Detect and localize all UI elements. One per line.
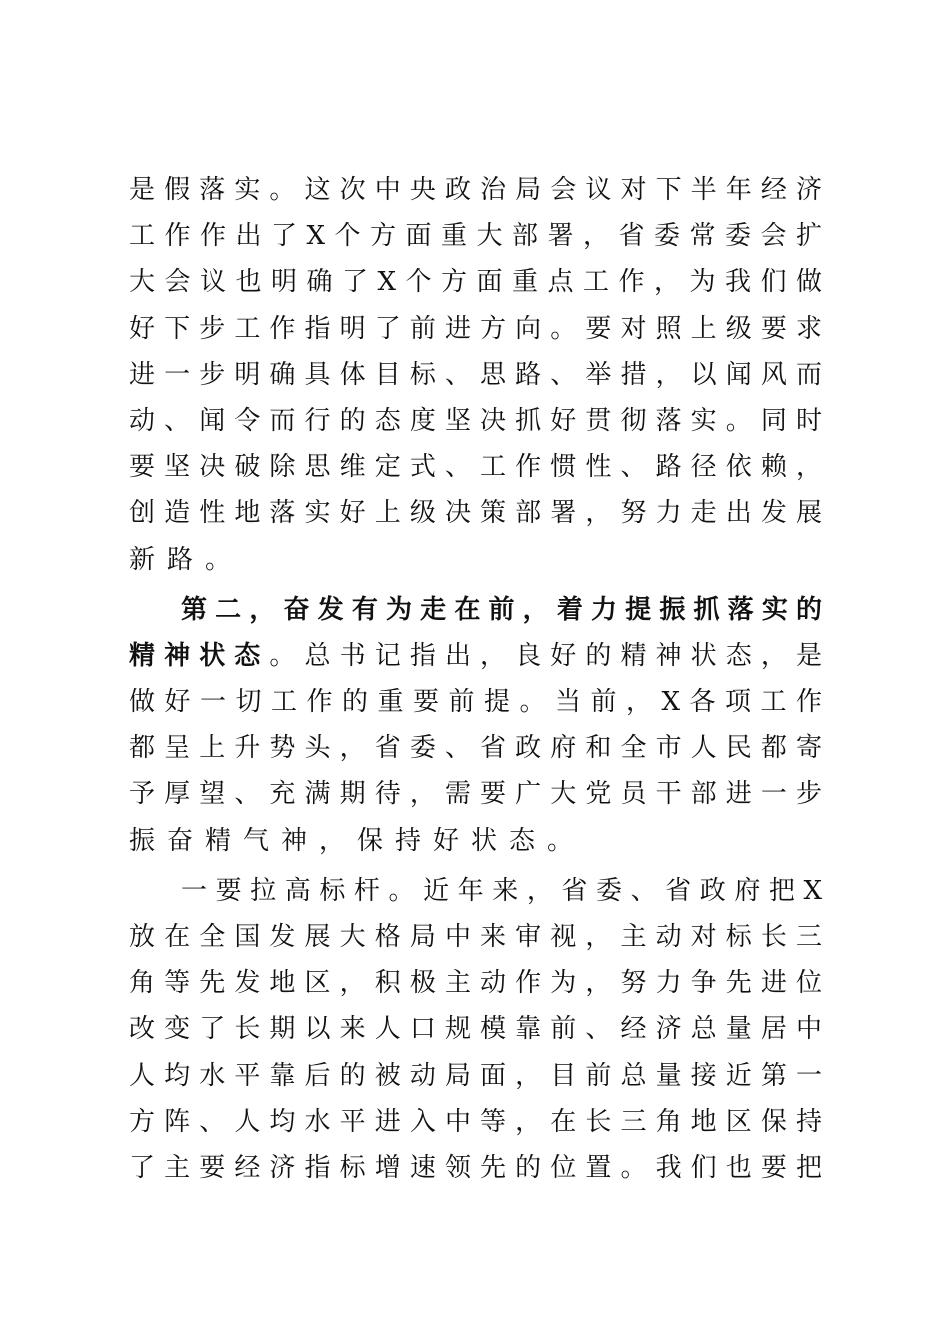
section-heading: 第二，奋发有为走在前，着力提振抓落实的 bbox=[181, 594, 822, 625]
text-line: 要坚决破除思维定式、工作惯性、路径依赖， bbox=[129, 452, 822, 483]
section-heading-continued: 精神状态 bbox=[129, 640, 270, 671]
text-line: 进一步明确具体目标、思路、举措，以闻风而 bbox=[129, 359, 822, 390]
text-line: 新路。 bbox=[129, 544, 244, 575]
text-line: 动、闻令而行的态度坚决抓好贯彻落实。同时 bbox=[129, 405, 822, 436]
text-line bbox=[129, 633, 822, 679]
text-line: 是假落实。这次中央政治局会议对下半年经济 bbox=[129, 175, 822, 205]
text-line: 方阵、人均水平进入中等，在长三角地区保持 bbox=[129, 1106, 822, 1137]
text-line: 了主要经济指标增速领先的位置。我们也要把 bbox=[129, 1152, 822, 1183]
text-line: 振奋精气神，保持好状态。 bbox=[129, 825, 586, 856]
document-body bbox=[129, 167, 822, 1191]
text-line: 做好一切工作的重要前提。当前，X各项工作 bbox=[129, 687, 822, 718]
text-line: 角等先发地区，积极主动作为，努力争先进位 bbox=[129, 968, 822, 999]
text-line-rest: 。总书记指出，良好的精神状态，是 bbox=[269, 640, 822, 671]
text-line: 人均水平靠后的被动局面，目前总量接近第一 bbox=[129, 1060, 822, 1091]
text-line: 放在全国发展大格局中来审视，主动对标长三 bbox=[129, 922, 822, 952]
text-line: 都呈上升势头，省委、省政府和全市人民都寄 bbox=[129, 733, 822, 764]
text-line: 工作作出了X个方面重大部署，省委常委会扩 bbox=[129, 221, 822, 252]
text-line: 一要拉高标杆。近年来，省委、省政府把X bbox=[181, 875, 822, 906]
text-line: 大会议也明确了X个方面重点工作，为我们做 bbox=[129, 267, 822, 298]
text-line: 改变了长期以来人口规模靠前、经济总量居中 bbox=[129, 1014, 822, 1045]
text-line: 予厚望、充满期待，需要广大党员干部进一步 bbox=[129, 779, 822, 810]
text-line: 创造性地落实好上级决策部署，努力走出发展 bbox=[129, 498, 822, 529]
text-line: 好下步工作指明了前进方向。要对照上级要求 bbox=[129, 313, 822, 344]
